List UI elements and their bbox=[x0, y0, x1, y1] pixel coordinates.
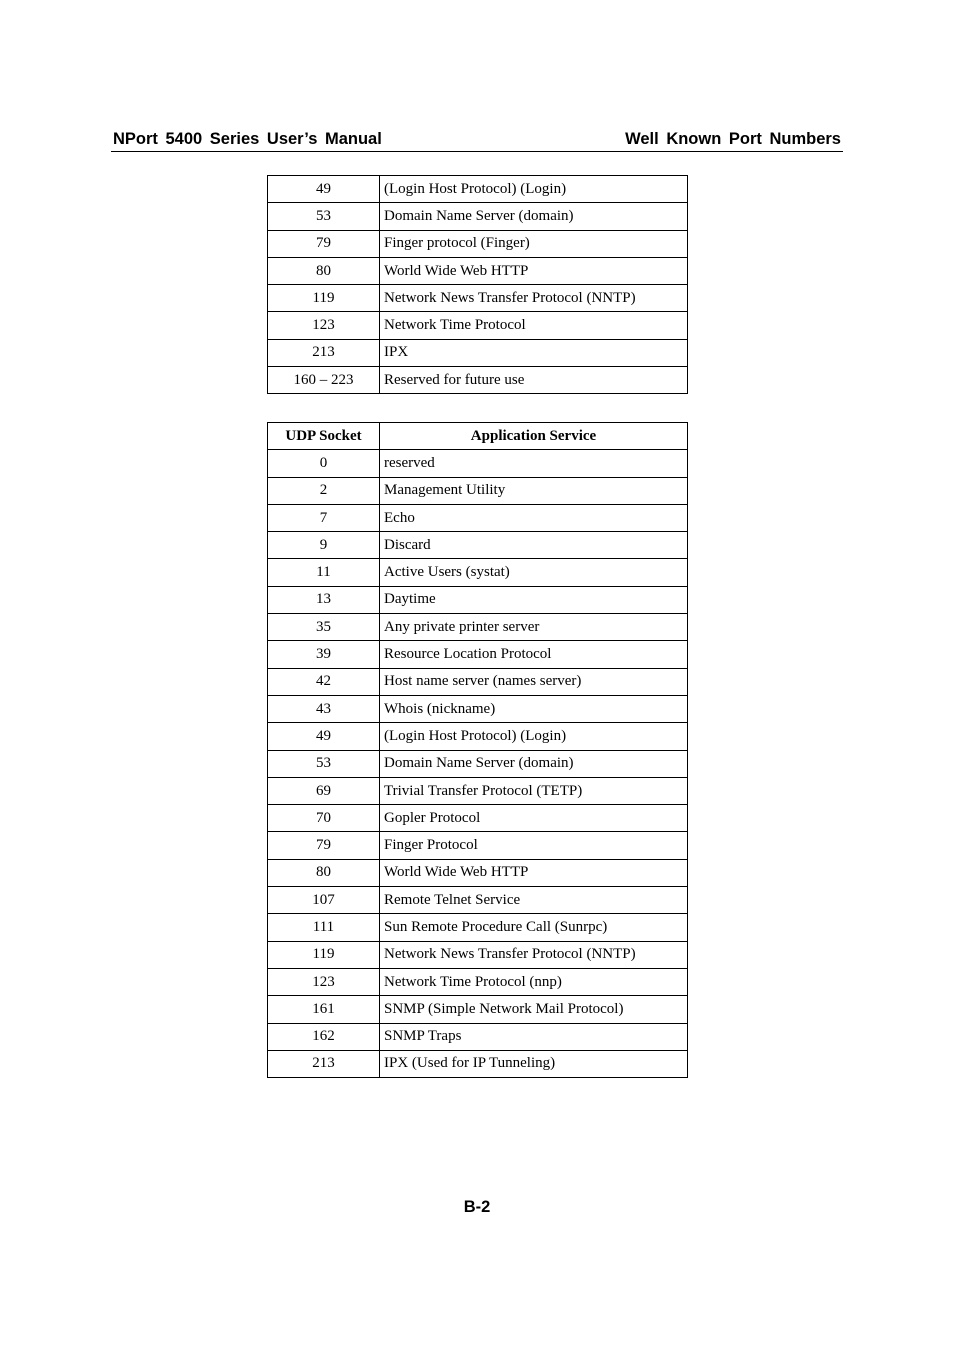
port-number-cell: 53 bbox=[268, 750, 380, 777]
table-row bbox=[268, 832, 688, 859]
service-name-cell: Domain Name Server (domain) bbox=[380, 203, 688, 230]
port-number-cell: 119 bbox=[268, 941, 380, 968]
table-row bbox=[268, 477, 688, 504]
port-number-cell: 80 bbox=[268, 859, 380, 886]
table-row bbox=[268, 257, 688, 284]
port-number-cell: 49 bbox=[268, 176, 380, 203]
udp-socket-column-header: UDP Socket bbox=[268, 423, 380, 450]
service-name-cell: Host name server (names server) bbox=[380, 668, 688, 695]
table-row bbox=[268, 723, 688, 750]
service-name-cell: (Login Host Protocol) (Login) bbox=[380, 176, 688, 203]
udp-table-body bbox=[268, 450, 688, 1078]
table-row bbox=[268, 777, 688, 804]
port-number-cell: 69 bbox=[268, 777, 380, 804]
port-number-cell: 160 – 223 bbox=[268, 367, 380, 394]
port-number-cell: 80 bbox=[268, 257, 380, 284]
service-name-cell: Network Time Protocol bbox=[380, 312, 688, 339]
udp-port-table bbox=[267, 422, 688, 1078]
port-number-cell: 43 bbox=[268, 695, 380, 722]
table-row bbox=[268, 750, 688, 777]
port-number-cell: 49 bbox=[268, 723, 380, 750]
service-name-cell: Sun Remote Procedure Call (Sunrpc) bbox=[380, 914, 688, 941]
table-row bbox=[268, 1023, 688, 1050]
service-name-cell: Management Utility bbox=[380, 477, 688, 504]
port-number-cell: 107 bbox=[268, 887, 380, 914]
service-name-cell: Resource Location Protocol bbox=[380, 641, 688, 668]
table-row bbox=[268, 230, 688, 257]
table-row bbox=[268, 695, 688, 722]
table-row bbox=[268, 203, 688, 230]
tcp-port-table bbox=[267, 175, 688, 394]
port-number-cell: 213 bbox=[268, 339, 380, 366]
table-row bbox=[268, 176, 688, 203]
service-name-cell: Domain Name Server (domain) bbox=[380, 750, 688, 777]
service-name-cell: (Login Host Protocol) (Login) bbox=[380, 723, 688, 750]
table-row bbox=[268, 367, 688, 394]
table-row bbox=[268, 532, 688, 559]
service-name-cell: Finger protocol (Finger) bbox=[380, 230, 688, 257]
service-name-cell: Gopler Protocol bbox=[380, 805, 688, 832]
udp-table-header-row bbox=[268, 423, 688, 450]
port-number-cell: 111 bbox=[268, 914, 380, 941]
service-name-cell: World Wide Web HTTP bbox=[380, 257, 688, 284]
port-number-cell: 53 bbox=[268, 203, 380, 230]
port-number-cell: 9 bbox=[268, 532, 380, 559]
port-number-cell: 42 bbox=[268, 668, 380, 695]
service-name-cell: World Wide Web HTTP bbox=[380, 859, 688, 886]
table-row bbox=[268, 614, 688, 641]
port-number-cell: 11 bbox=[268, 559, 380, 586]
page-header bbox=[111, 129, 843, 152]
table-row bbox=[268, 968, 688, 995]
service-name-cell: Echo bbox=[380, 504, 688, 531]
port-number-cell: 79 bbox=[268, 230, 380, 257]
table-row bbox=[268, 996, 688, 1023]
port-number-cell: 161 bbox=[268, 996, 380, 1023]
table-row bbox=[268, 504, 688, 531]
port-number-cell: 39 bbox=[268, 641, 380, 668]
port-number-cell: 123 bbox=[268, 968, 380, 995]
table-row bbox=[268, 641, 688, 668]
port-number-cell: 0 bbox=[268, 450, 380, 477]
table-row bbox=[268, 312, 688, 339]
port-number-cell: 13 bbox=[268, 586, 380, 613]
table-row bbox=[268, 285, 688, 312]
service-name-cell: Trivial Transfer Protocol (TETP) bbox=[380, 777, 688, 804]
port-number-cell: 70 bbox=[268, 805, 380, 832]
tcp-table-body bbox=[268, 176, 688, 394]
port-number-cell: 213 bbox=[268, 1050, 380, 1077]
table-row bbox=[268, 1050, 688, 1077]
table-row bbox=[268, 914, 688, 941]
service-name-cell: SNMP (Simple Network Mail Protocol) bbox=[380, 996, 688, 1023]
port-number-cell: 79 bbox=[268, 832, 380, 859]
table-row bbox=[268, 450, 688, 477]
section-title: Well Known Port Numbers bbox=[625, 130, 841, 148]
service-name-cell: Whois (nickname) bbox=[380, 695, 688, 722]
port-number-cell: 35 bbox=[268, 614, 380, 641]
table-row bbox=[268, 859, 688, 886]
port-number-cell: 2 bbox=[268, 477, 380, 504]
service-name-cell: IPX bbox=[380, 339, 688, 366]
service-name-cell: Network News Transfer Protocol (NNTP) bbox=[380, 285, 688, 312]
manual-title: NPort 5400 Series User’s Manual bbox=[113, 130, 382, 148]
table-row bbox=[268, 887, 688, 914]
service-name-cell: IPX (Used for IP Tunneling) bbox=[380, 1050, 688, 1077]
service-name-cell: Network Time Protocol (nnp) bbox=[380, 968, 688, 995]
table-row bbox=[268, 805, 688, 832]
table-row bbox=[268, 339, 688, 366]
service-name-cell: Finger Protocol bbox=[380, 832, 688, 859]
table-row bbox=[268, 586, 688, 613]
table-row bbox=[268, 559, 688, 586]
port-number-cell: 123 bbox=[268, 312, 380, 339]
port-number-cell: 119 bbox=[268, 285, 380, 312]
service-name-cell: SNMP Traps bbox=[380, 1023, 688, 1050]
service-name-cell: Discard bbox=[380, 532, 688, 559]
page-number: B-2 bbox=[463, 1198, 491, 1216]
application-service-column-header: Application Service bbox=[380, 423, 688, 450]
service-name-cell: Active Users (systat) bbox=[380, 559, 688, 586]
service-name-cell: Reserved for future use bbox=[380, 367, 688, 394]
port-number-cell: 7 bbox=[268, 504, 380, 531]
port-number-cell: 162 bbox=[268, 1023, 380, 1050]
service-name-cell: Network News Transfer Protocol (NNTP) bbox=[380, 941, 688, 968]
service-name-cell: Remote Telnet Service bbox=[380, 887, 688, 914]
table-row bbox=[268, 668, 688, 695]
table-row bbox=[268, 941, 688, 968]
service-name-cell: Daytime bbox=[380, 586, 688, 613]
service-name-cell: reserved bbox=[380, 450, 688, 477]
service-name-cell: Any private printer server bbox=[380, 614, 688, 641]
